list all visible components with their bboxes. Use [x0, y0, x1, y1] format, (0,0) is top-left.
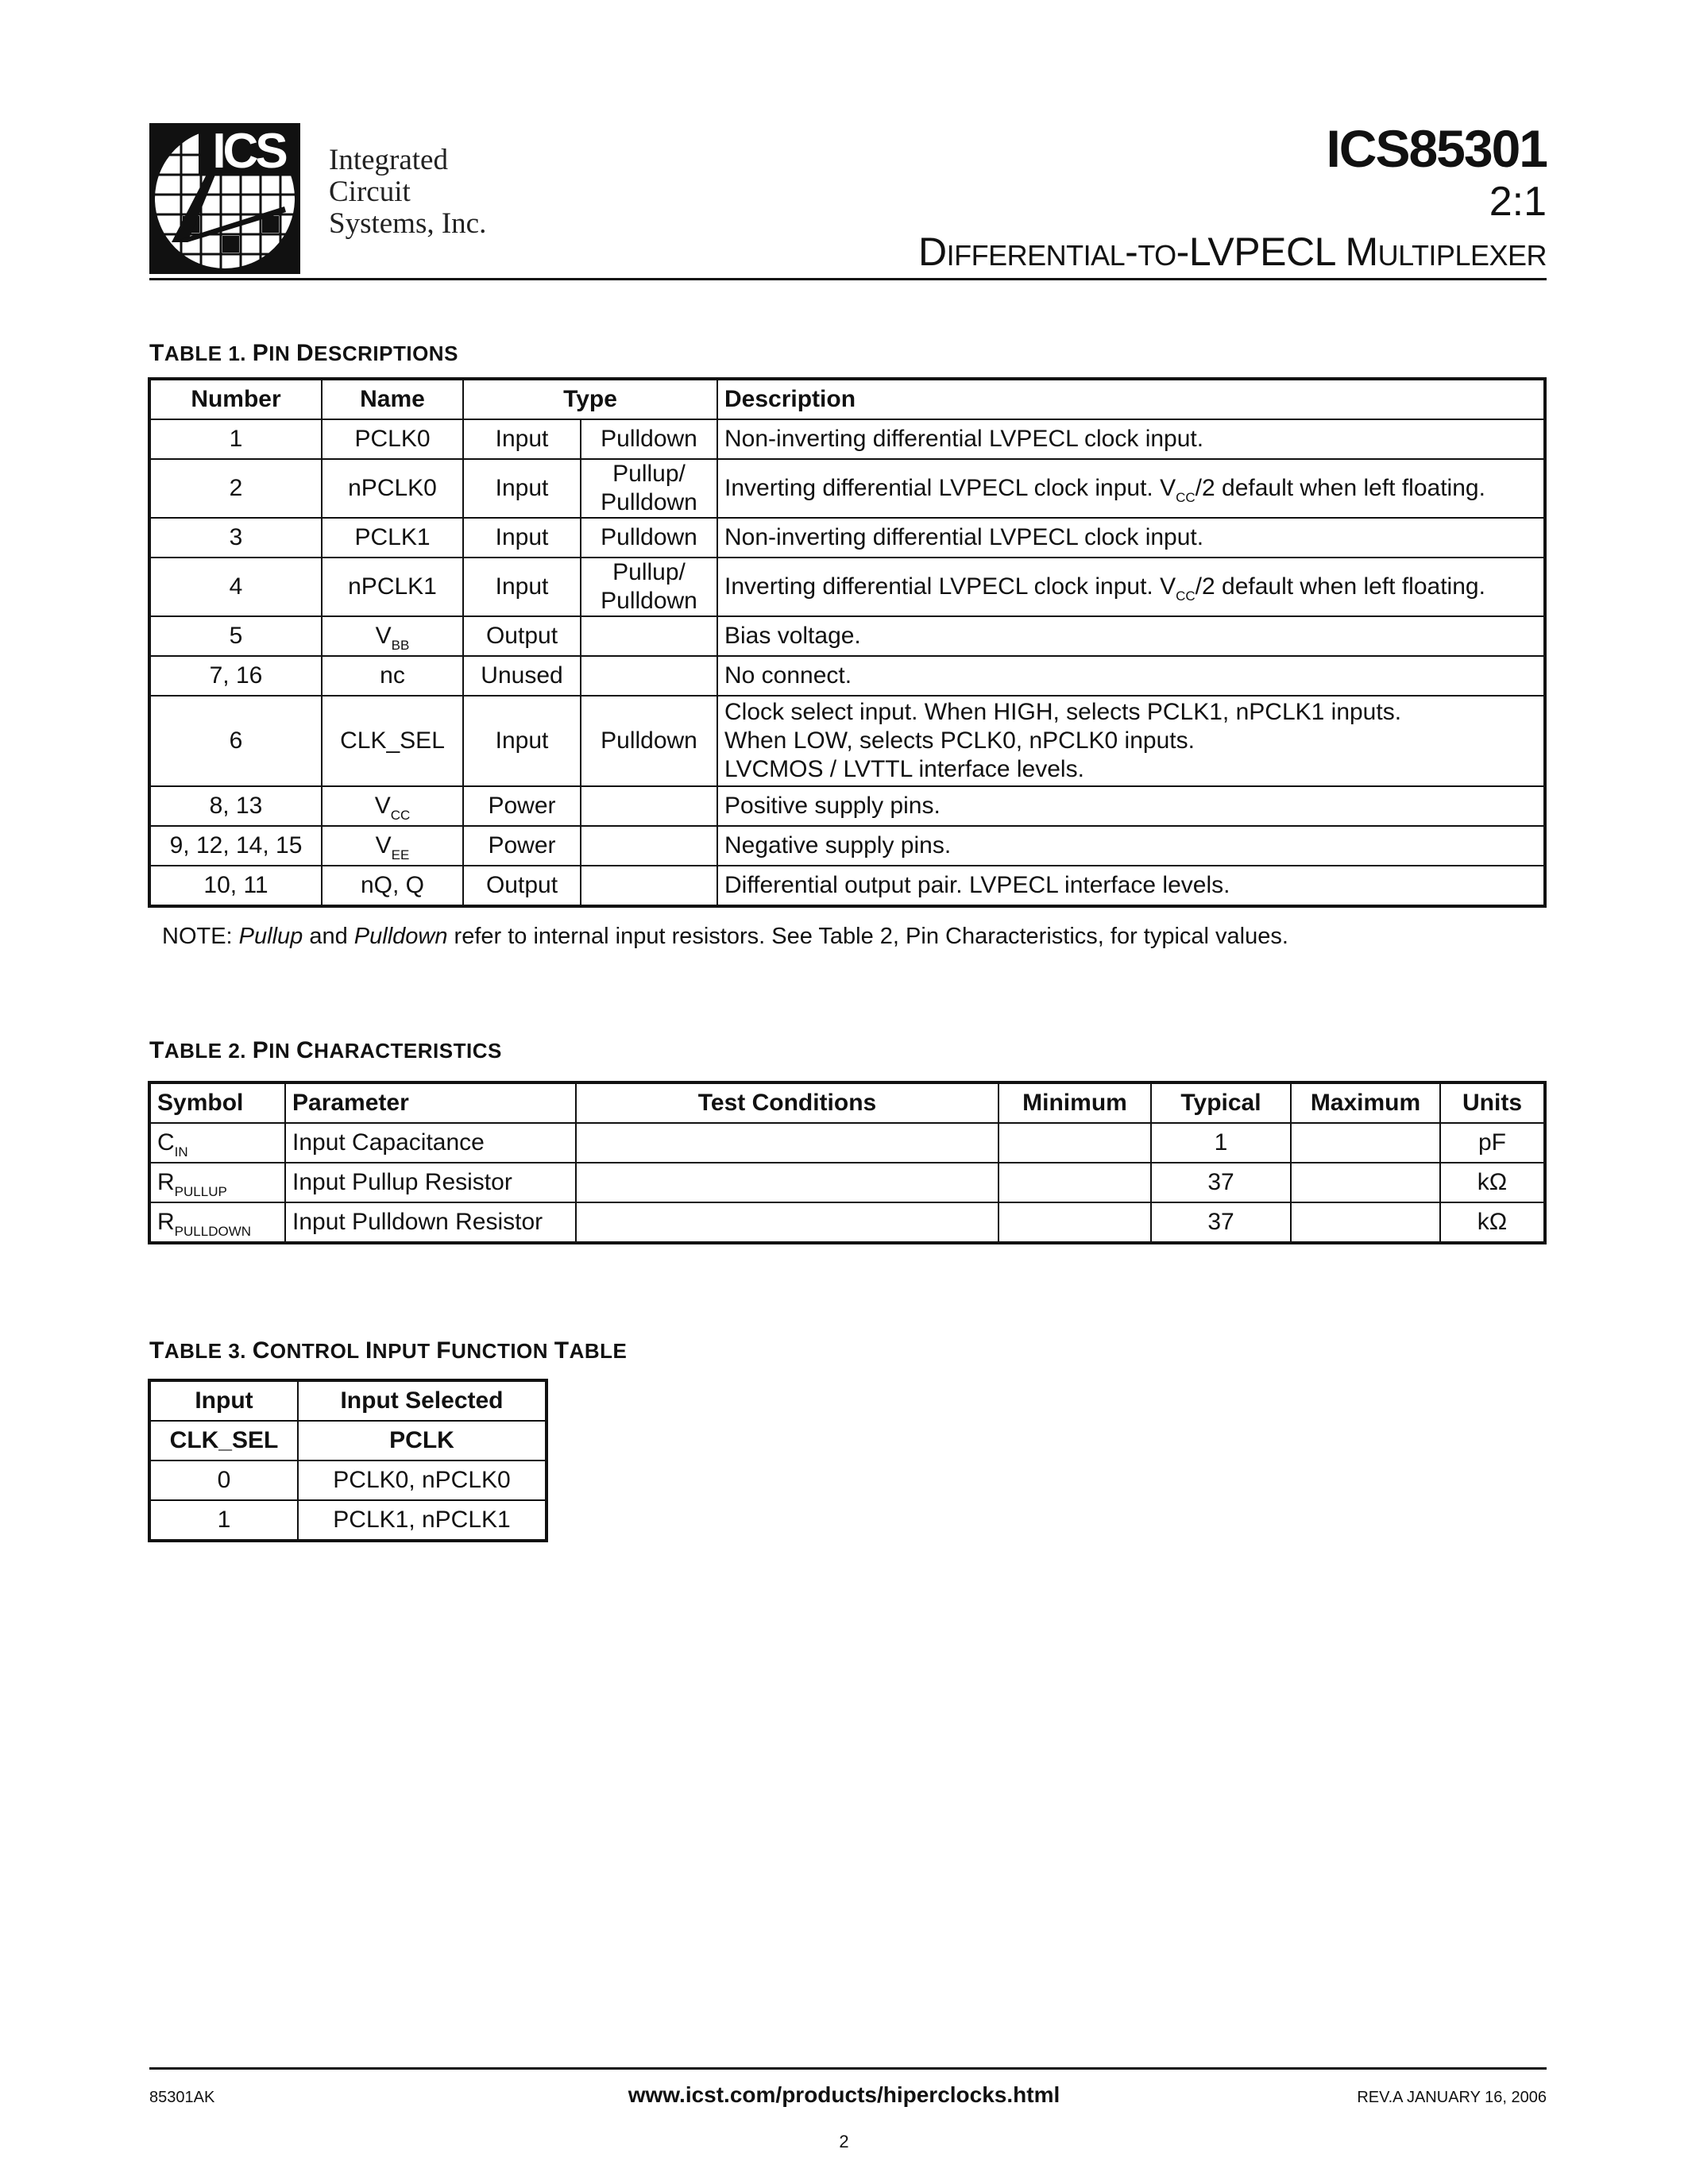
- header-parameter: Parameter: [285, 1083, 576, 1123]
- table-subheader-row: [150, 1421, 546, 1461]
- parameter-cell: Input Pullup Resistor: [285, 1163, 576, 1202]
- page-number: 2: [839, 2132, 849, 2151]
- subheader-clk-sel: CLK_SEL: [150, 1421, 298, 1461]
- description-text: /2 default when left floating.: [1195, 475, 1485, 501]
- table-row: [150, 558, 1544, 616]
- document-id: 85301AK: [149, 2089, 215, 2106]
- maximum-cell: [1291, 1123, 1440, 1163]
- mux-ratio: 2:1: [1489, 179, 1547, 225]
- table-row: [150, 1202, 1544, 1242]
- caption-part: P: [252, 1037, 269, 1063]
- table-row: [150, 1461, 546, 1500]
- subheader-pclk: PCLK: [298, 1421, 546, 1461]
- company-line-3: Systems, Inc.: [329, 207, 487, 240]
- input-cell: 1: [150, 1500, 298, 1540]
- revision-date: REV.A JANUARY 16, 2006: [1357, 2089, 1547, 2106]
- caption-part: ABLE 2.: [164, 1039, 253, 1063]
- table-header-row: [150, 1083, 1544, 1123]
- pin-number: 2: [150, 459, 322, 518]
- minimum-cell: [999, 1202, 1151, 1242]
- pin-name: [322, 826, 463, 866]
- pin-descriptions-table: [149, 379, 1545, 906]
- ics-logo: [149, 123, 300, 274]
- caption-part: C: [252, 1337, 270, 1364]
- table-row: [150, 459, 1544, 518]
- pin-number: 5: [150, 616, 322, 656]
- caption-part: D: [296, 340, 315, 366]
- pin-resistor: [581, 786, 717, 826]
- maximum-cell: [1291, 1202, 1440, 1242]
- pin-number: 9, 12, 14, 15: [150, 826, 322, 866]
- caption-part: HARACTERISTICS: [314, 1039, 502, 1063]
- maximum-cell: [1291, 1163, 1440, 1202]
- table-row: [150, 1163, 1544, 1202]
- pin-type: Input: [463, 419, 581, 459]
- description-text: Inverting differential LVPECL clock input. V: [724, 573, 1176, 600]
- name-text: V: [375, 623, 392, 649]
- symbol-text: R: [157, 1209, 175, 1235]
- resistor-line: Pulldown: [601, 588, 697, 614]
- pin-number: 8, 13: [150, 786, 322, 826]
- table2-caption: [149, 1037, 502, 1064]
- pin-name: nQ, Q: [322, 866, 463, 905]
- pin-name: nc: [322, 656, 463, 696]
- units-cell: kΩ: [1440, 1163, 1544, 1202]
- caption-part: ONTROL: [269, 1339, 365, 1363]
- symbol-text: R: [157, 1169, 175, 1195]
- pin-type: Input: [463, 459, 581, 518]
- name-subscript: CC: [390, 808, 411, 823]
- caption-part: T: [554, 1337, 570, 1364]
- footer-url: www.icst.com/products/hiperclocks.html: [628, 2082, 1060, 2107]
- caption-part: C: [296, 1037, 315, 1063]
- caption-part: UNCTION: [451, 1339, 554, 1363]
- subtitle-part: TO: [1138, 239, 1176, 272]
- description-line: When LOW, selects PCLK0, nPCLK0 inputs.: [724, 727, 1195, 754]
- table-row: [150, 1500, 546, 1540]
- header-type: Type: [463, 380, 717, 419]
- svg-text:ICS: ICS: [212, 124, 285, 179]
- pin-name: nPCLK1: [322, 558, 463, 616]
- pin-description: No connect.: [717, 656, 1544, 696]
- description-text: Inverting differential LVPECL clock input. V: [724, 475, 1176, 501]
- header-test-conditions: Test Conditions: [576, 1083, 999, 1123]
- name-subscript: BB: [391, 638, 410, 653]
- header-description: Description: [717, 380, 1544, 419]
- table-row: [150, 1123, 1544, 1163]
- caption-part: T: [149, 340, 164, 366]
- table-row: [150, 419, 1544, 459]
- pin-name: nPCLK0: [322, 459, 463, 518]
- company-line-1: Integrated: [329, 144, 448, 176]
- units-cell: kΩ: [1440, 1202, 1544, 1242]
- footer-divider: [149, 2067, 1547, 2070]
- pin-name: PCLK1: [322, 518, 463, 558]
- header-minimum: Minimum: [999, 1083, 1151, 1123]
- subtitle-part: ULTIPLEXER: [1377, 239, 1547, 272]
- resistor-line: Pullup/: [612, 461, 686, 487]
- caption-part: P: [252, 340, 269, 366]
- control-input-function-table: [149, 1380, 547, 1541]
- pin-resistor: [581, 616, 717, 656]
- pin-type: Power: [463, 826, 581, 866]
- symbol-cell: [150, 1123, 285, 1163]
- name-subscript: EE: [391, 847, 410, 862]
- header-name: Name: [322, 380, 463, 419]
- conditions-cell: [576, 1163, 999, 1202]
- pin-description: Differential output pair. LVPECL interface levels.: [717, 866, 1544, 905]
- units-cell: pF: [1440, 1123, 1544, 1163]
- symbol-subscript: PULLUP: [174, 1184, 227, 1199]
- symbol-text: C: [157, 1129, 175, 1156]
- selected-cell: PCLK0, nPCLK0: [298, 1461, 546, 1500]
- header-divider: [149, 278, 1547, 280]
- table1-caption: [149, 340, 458, 367]
- description-subscript: CC: [1176, 490, 1196, 505]
- pin-resistor: Pulldown: [581, 518, 717, 558]
- table-row: [150, 616, 1544, 656]
- caption-part: IN: [268, 341, 296, 365]
- subtitle-part: D: [918, 230, 947, 274]
- table-row: [150, 696, 1544, 786]
- subtitle-part: -: [1125, 230, 1138, 274]
- table1-note: [162, 924, 1288, 950]
- selected-cell: PCLK1, nPCLK1: [298, 1500, 546, 1540]
- table-header-row: [150, 1381, 546, 1421]
- note-text: Pullup: [238, 924, 303, 949]
- description-subscript: CC: [1176, 588, 1196, 604]
- description-line: Clock select input. When HIGH, selects PCLK1, nPCLK1 inputs.: [724, 699, 1402, 725]
- caption-part: ABLE 1.: [164, 341, 253, 365]
- pin-name: CLK_SEL: [322, 696, 463, 786]
- table-header-row: [150, 380, 1544, 419]
- caption-part: NPUT: [372, 1339, 437, 1363]
- subtitle-part: IFFERENTIAL: [946, 239, 1126, 272]
- pin-number: 10, 11: [150, 866, 322, 905]
- pin-resistor: [581, 866, 717, 905]
- description-text: /2 default when left floating.: [1195, 573, 1485, 600]
- symbol-cell: [150, 1163, 285, 1202]
- header-maximum: Maximum: [1291, 1083, 1440, 1123]
- pin-number: 1: [150, 419, 322, 459]
- part-number: ICS85301: [1326, 119, 1547, 178]
- table-row: [150, 866, 1544, 905]
- pin-description: Non-inverting differential LVPECL clock input.: [717, 419, 1544, 459]
- input-cell: 0: [150, 1461, 298, 1500]
- pin-number: 4: [150, 558, 322, 616]
- minimum-cell: [999, 1163, 1151, 1202]
- resistor-line: Pullup/: [612, 559, 686, 585]
- pin-resistor: [581, 656, 717, 696]
- pin-resistor: [581, 558, 717, 616]
- caption-part: T: [149, 1037, 164, 1063]
- subtitle-part: LVPECL: [1188, 230, 1335, 274]
- pin-description: [717, 558, 1544, 616]
- table-row: [150, 826, 1544, 866]
- header-typical: Typical: [1151, 1083, 1291, 1123]
- header-symbol: Symbol: [150, 1083, 285, 1123]
- pin-number: 6: [150, 696, 322, 786]
- table3-caption: [149, 1337, 627, 1364]
- pin-description: Negative supply pins.: [717, 826, 1544, 866]
- pin-resistor: Pulldown: [581, 419, 717, 459]
- pin-type: Output: [463, 616, 581, 656]
- table-row: [150, 656, 1544, 696]
- caption-part: I: [365, 1337, 373, 1364]
- symbol-subscript: IN: [174, 1144, 188, 1160]
- caption-part: ABLE: [569, 1339, 628, 1363]
- conditions-cell: [576, 1202, 999, 1242]
- pin-number: 7, 16: [150, 656, 322, 696]
- table-row: [150, 786, 1544, 826]
- note-text: and: [303, 924, 354, 949]
- name-text: V: [374, 793, 391, 819]
- minimum-cell: [999, 1123, 1151, 1163]
- subtitle-part: -: [1176, 230, 1189, 274]
- pin-type: Output: [463, 866, 581, 905]
- header-number: Number: [150, 380, 322, 419]
- pin-description: Bias voltage.: [717, 616, 1544, 656]
- table-row: [150, 518, 1544, 558]
- caption-part: F: [436, 1337, 452, 1364]
- resistor-line: Pulldown: [601, 489, 697, 515]
- parameter-cell: Input Pulldown Resistor: [285, 1202, 576, 1242]
- header-input: Input: [150, 1381, 298, 1421]
- pin-resistor: Pulldown: [581, 696, 717, 786]
- symbol-cell: [150, 1202, 285, 1242]
- note-text: NOTE:: [162, 924, 239, 949]
- note-text: refer to internal input resistors. See Table 2, Pin Characteristics, for typical values.: [447, 924, 1288, 949]
- caption-part: ESCRIPTIONS: [314, 341, 458, 365]
- note-text: Pulldown: [353, 924, 448, 949]
- pin-type: Input: [463, 558, 581, 616]
- document-subtitle: [918, 232, 1547, 276]
- typical-cell: 37: [1151, 1163, 1291, 1202]
- company-line-2: Circuit: [329, 176, 411, 208]
- header-input-selected: Input Selected: [298, 1381, 546, 1421]
- company-name: [329, 145, 486, 240]
- pin-type: Unused: [463, 656, 581, 696]
- pin-description: Positive supply pins.: [717, 786, 1544, 826]
- typical-cell: 1: [1151, 1123, 1291, 1163]
- conditions-cell: [576, 1123, 999, 1163]
- pin-description: [717, 459, 1544, 518]
- description-line: LVCMOS / LVTTL interface levels.: [724, 756, 1084, 782]
- caption-part: IN: [268, 1039, 296, 1063]
- pin-name: [322, 616, 463, 656]
- pin-description: [717, 696, 1544, 786]
- subtitle-part: M: [1335, 230, 1378, 274]
- pin-type: Input: [463, 696, 581, 786]
- header-units: Units: [1440, 1083, 1544, 1123]
- pin-type: Power: [463, 786, 581, 826]
- pin-description: Non-inverting differential LVPECL clock input.: [717, 518, 1544, 558]
- pin-number: 3: [150, 518, 322, 558]
- symbol-subscript: PULLDOWN: [174, 1224, 252, 1239]
- parameter-cell: Input Capacitance: [285, 1123, 576, 1163]
- caption-part: ABLE 3.: [164, 1339, 253, 1363]
- name-text: V: [375, 832, 392, 859]
- typical-cell: 37: [1151, 1202, 1291, 1242]
- pin-type: Input: [463, 518, 581, 558]
- pin-resistor: [581, 459, 717, 518]
- pin-name: PCLK0: [322, 419, 463, 459]
- caption-part: T: [149, 1337, 164, 1364]
- pin-resistor: [581, 826, 717, 866]
- pin-characteristics-table: [149, 1082, 1545, 1243]
- pin-name: [322, 786, 463, 826]
